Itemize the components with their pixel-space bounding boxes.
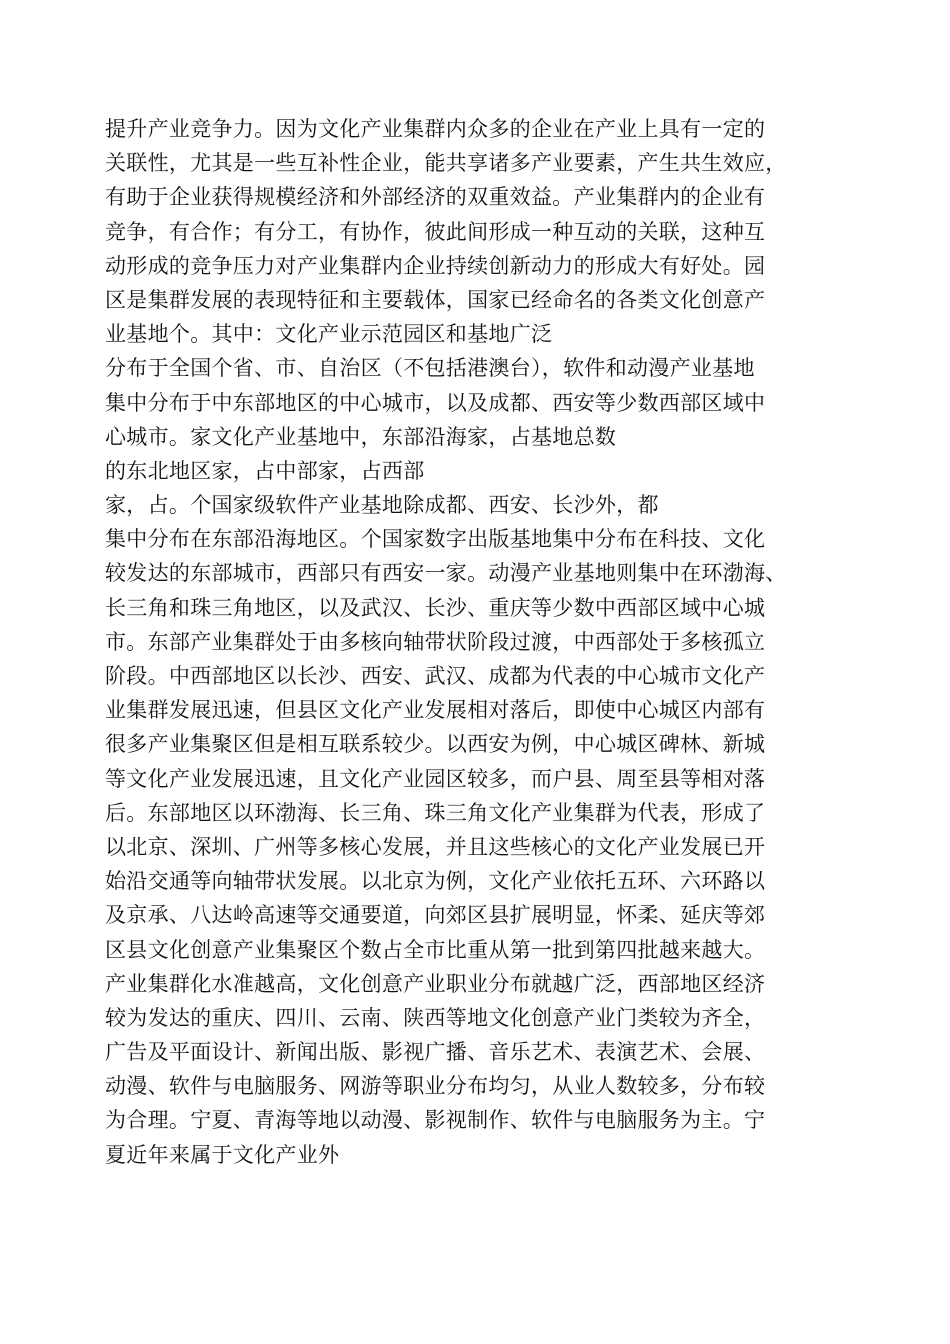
text-line: 及京承、八达岭高速等交通要道，向郊区县扩展明显，怀柔、延庆等郊 bbox=[105, 903, 766, 928]
text-line: 夏近年来属于文化产业外 bbox=[105, 1142, 340, 1167]
text-line: 业基地个。其中：文化产业示范园区和基地广泛 bbox=[105, 322, 553, 347]
text-line: 产业集群化水准越高，文化创意产业职业分布就越广泛，西部地区经济 bbox=[105, 971, 766, 996]
text-line: 集中分布于中东部地区的中心城市，以及成都、西安等少数西部区域中 bbox=[105, 390, 766, 415]
text-line: 业集群发展迅速，但县区文化产业发展相对落后，即使中心城区内部有 bbox=[105, 698, 766, 723]
text-line: 的东北地区家，占中部家，占西部 bbox=[105, 458, 425, 483]
text-line: 区县文化创意产业集聚区个数占全市比重从第一批到第四批越来越大。 bbox=[105, 937, 766, 962]
text-line: 以北京、深圳、广州等多核心发展，并且这些核心的文化产业发展已开 bbox=[105, 834, 766, 859]
text-line: 提升产业竞争力。因为文化产业集群内众多的企业在产业上具有一定的 bbox=[105, 117, 766, 141]
text-line: 为合理。宁夏、青海等地以动漫、影视制作、软件与电脑服务为主。宁 bbox=[105, 1108, 766, 1133]
text-line: 市。东部产业集群处于由多核向轴带状阶段过渡，中西部处于多核孤立 bbox=[105, 629, 766, 654]
text-line: 心城市。家文化产业基地中，东部沿海家，占基地总数 bbox=[105, 424, 617, 449]
text-line: 动形成的竞争压力对产业集群内企业持续创新动力的形成大有好处。园 bbox=[105, 253, 766, 278]
text-line: 有助于企业获得规模经济和外部经济的双重效益。产业集群内的企业有 bbox=[105, 185, 766, 210]
text-line: 竞争，有合作；有分工，有协作，彼此间形成一种互动的关联，这种互 bbox=[105, 219, 766, 244]
text-line: 关联性，尤其是一些互补性企业，能共享诸多产业要素，产生共生效应， bbox=[105, 151, 787, 176]
text-line: 家，占。个国家级软件产业基地除成都、西安、长沙外，都 bbox=[105, 493, 659, 518]
text-line: 阶段。中西部地区以长沙、西安、武汉、成都为代表的中心城市文化产 bbox=[105, 664, 766, 688]
text-line: 集中分布在东部沿海地区。个国家数字出版基地集中分布在科技、文化 bbox=[105, 527, 766, 552]
body-text bbox=[105, 112, 865, 1172]
text-line: 等文化产业发展迅速，且文化产业园区较多，而户县、周至县等相对落 bbox=[105, 766, 766, 791]
text-line: 后。东部地区以环渤海、长三角、珠三角文化产业集群为代表，形成了 bbox=[105, 800, 766, 825]
text-line: 分布于全国个省、市、自治区（不包括港澳台），软件和动漫产业基地 bbox=[105, 356, 755, 381]
text-line: 始沿交通等向轴带状发展。以北京为例，文化产业依托五环、六环路以 bbox=[105, 869, 766, 894]
text-line: 区是集群发展的表现特征和主要载体，国家已经命名的各类文化创意产 bbox=[105, 287, 766, 312]
text-line: 很多产业集聚区但是相互联系较少。以西安为例，中心城区碑林、新城 bbox=[105, 732, 766, 757]
text-line: 长三角和珠三角地区，以及武汉、长沙、重庆等少数中西部区域中心城 bbox=[105, 595, 766, 620]
text-line: 较为发达的重庆、四川、云南、陕西等地文化创意产业门类较为齐全， bbox=[105, 1005, 766, 1030]
text-line: 较发达的东部城市，西部只有西安一家。动漫产业基地则集中在环渤海、 bbox=[105, 561, 787, 586]
text-line: 广告及平面设计、新闻出版、影视广播、音乐艺术、表演艺术、会展、 bbox=[105, 1040, 766, 1065]
text-line: 动漫、软件与电脑服务、网游等职业分布均匀，从业人数较多，分布较 bbox=[105, 1074, 766, 1099]
